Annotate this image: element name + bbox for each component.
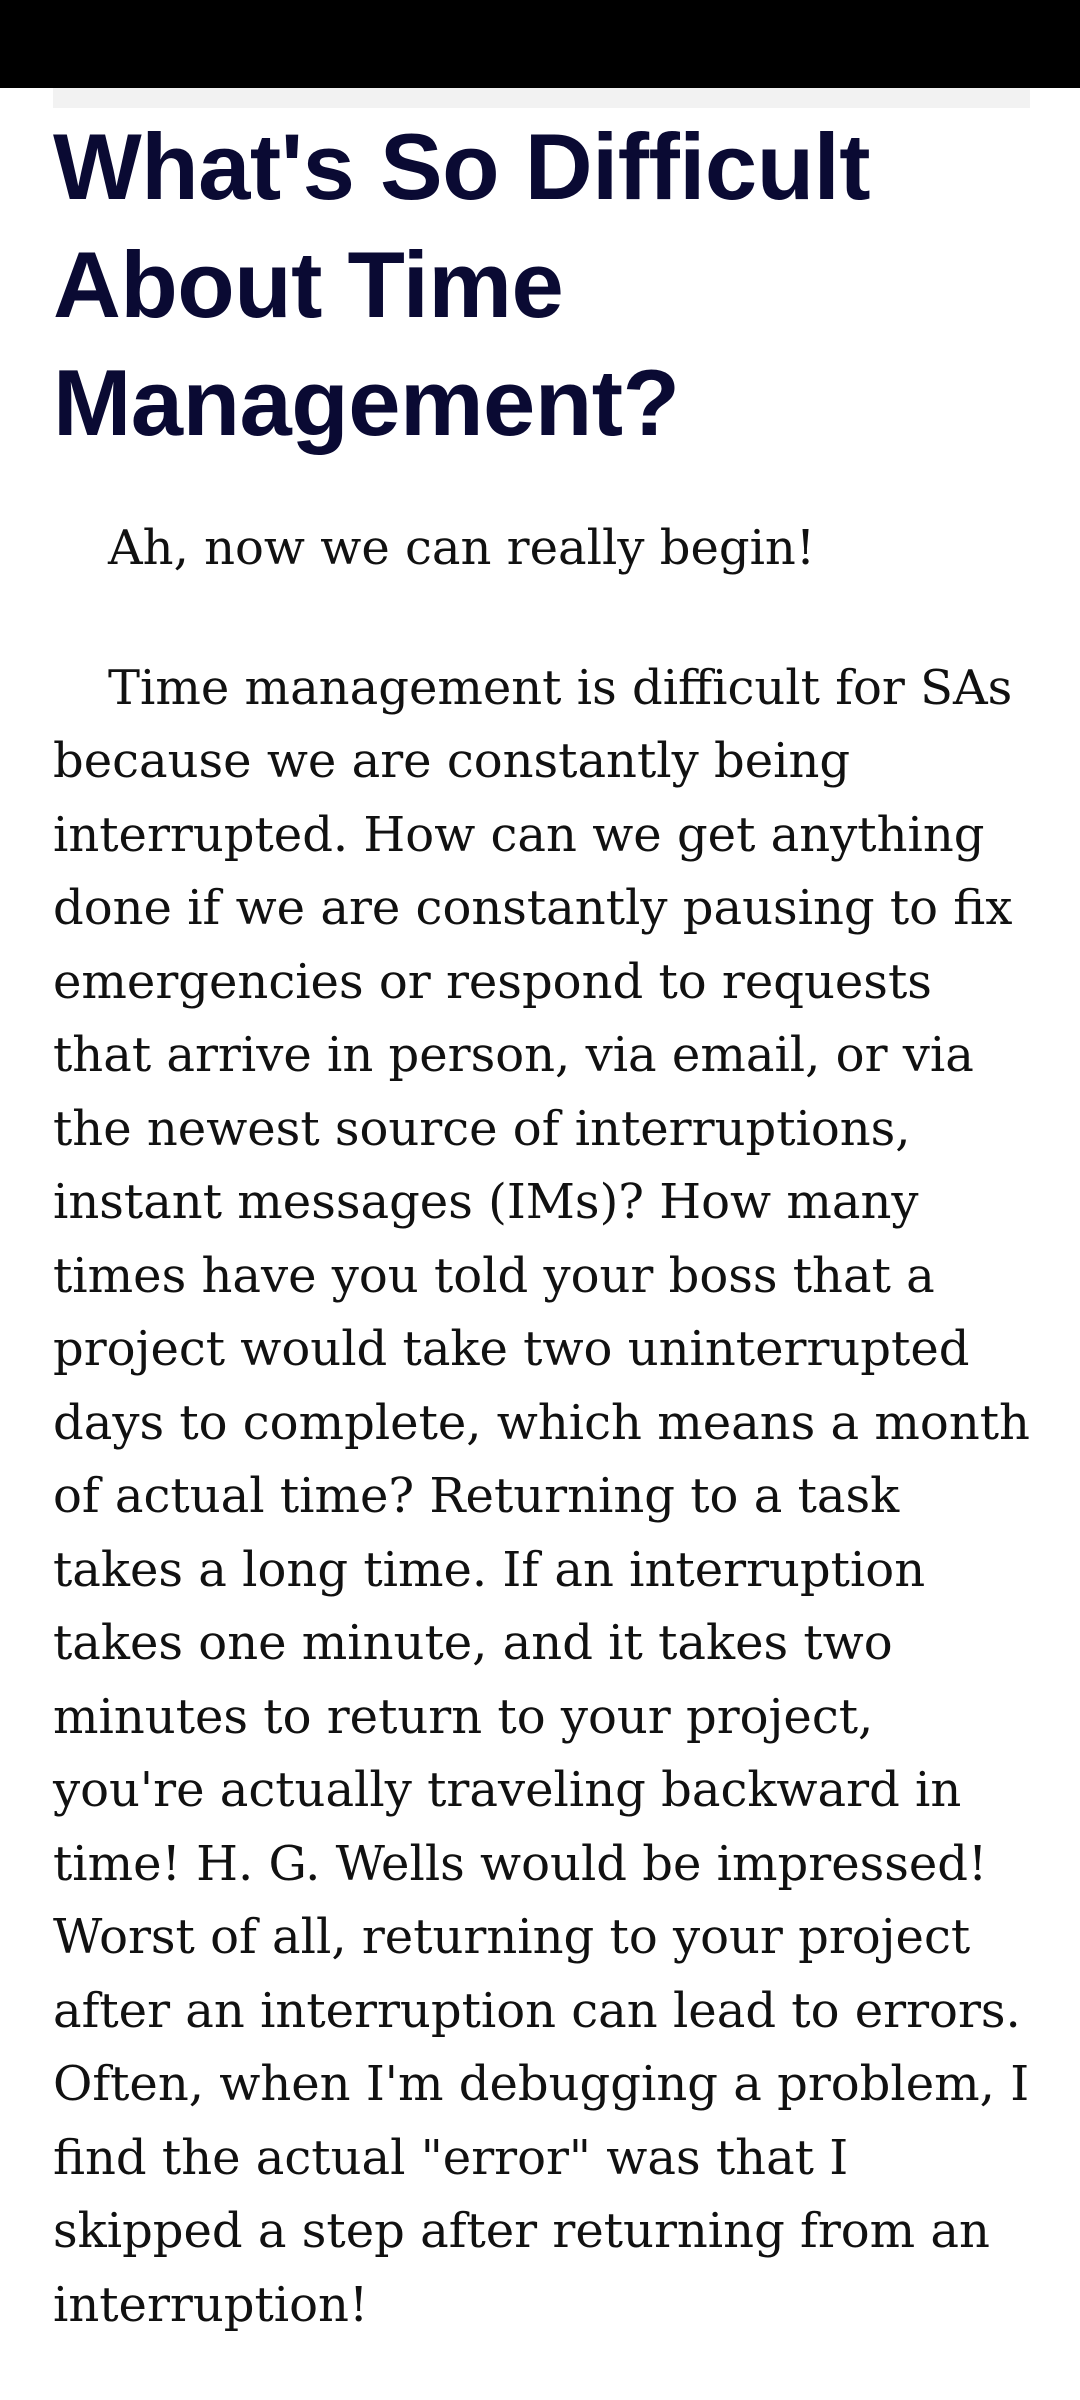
paragraph-intro: Ah, now we can really begin! (108, 520, 816, 576)
paragraph-body: Time management is difficult for SAs because we are constantly being interrupted. How can we get anything done if we are constantly pausing to fix emergencies or respond to requests that arrive in person, via email, or via the newest source of interruptions, instant messages (IMs)? How many times have you told your boss that a project would take two uninterrupted days to complete, which means a month of actual time? Returning to a task takes a long time. If an interruption takes one minute, and it takes two minutes to return to your project, you're actually traveling backward in time! H. G. Wells would be impressed! Worst of all, returning to your project after an interruption can lead to errors. Often, when I'm debugging a problem, I find the actual "error" was that I skipped a step after returning from an interruption! (53, 659, 1030, 2333)
chapter-title: What's So Difficult About Time Management? (53, 114, 871, 455)
status-bar (0, 0, 1080, 88)
top-divider (53, 88, 1030, 108)
reader-content (53, 108, 1038, 2342)
